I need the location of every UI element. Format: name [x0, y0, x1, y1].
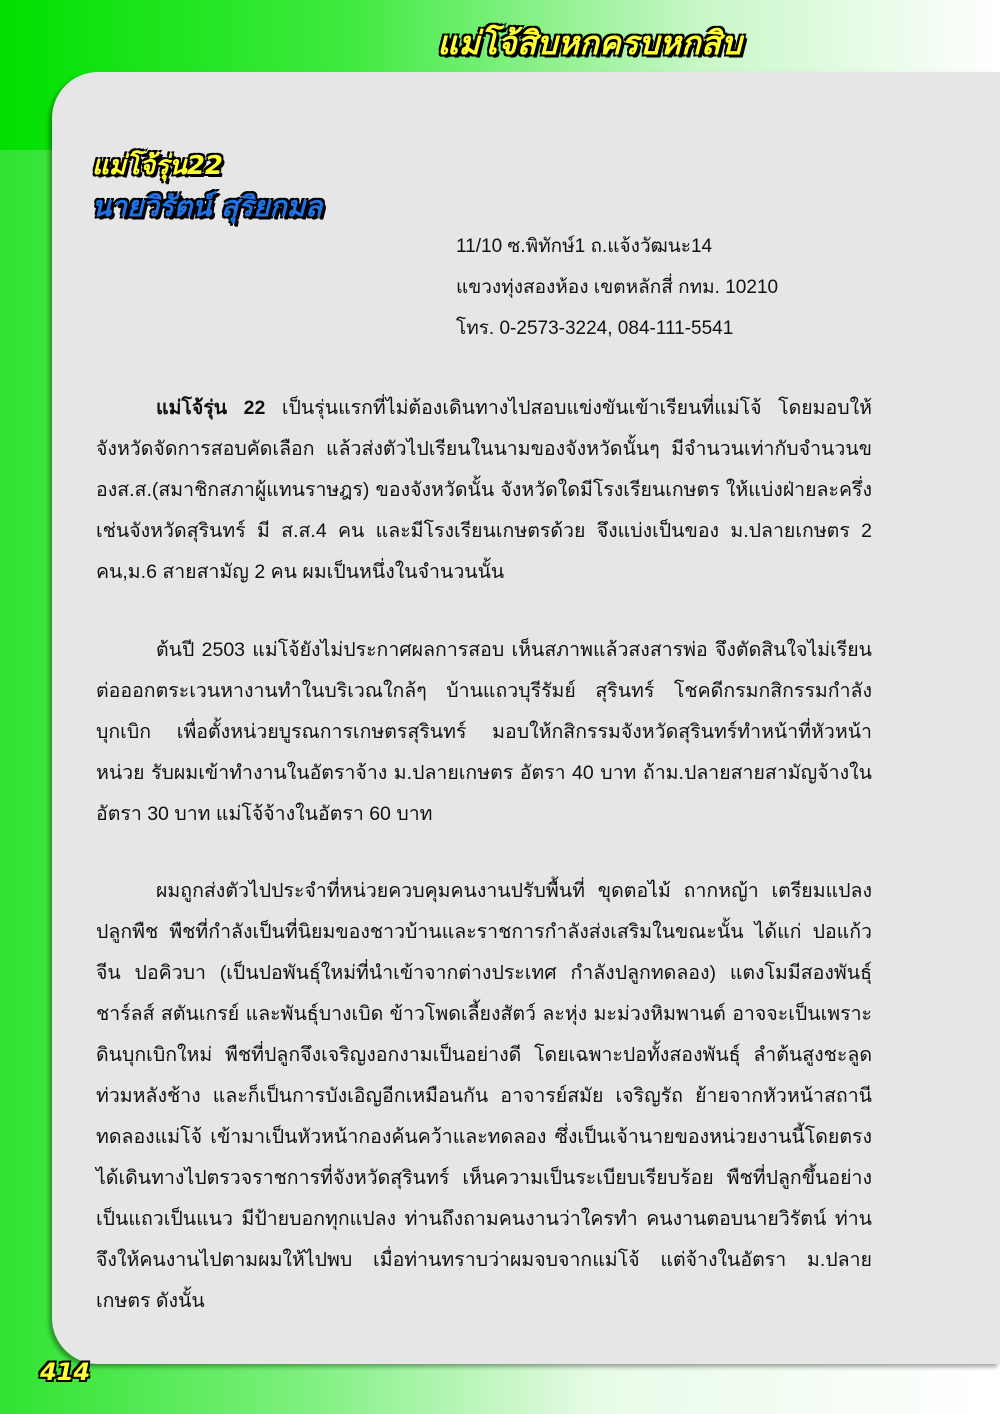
body-paragraph-3: ผมถูกส่งตัวไปประจำที่หน่วยควบคุมคนงานปรับพื้นที่ ขุดตอไม้ ถากหญ้า เตรียมแปลงปลูกพืช พืชที่กำลังเป็นที่นิยมของชาวบ้านและราชการกำลังส่งเสริมในขณะนั้น ได้แก่ ปอแก้วจีน ปอคิวบา (เป็นปอพันธุ์ใหม่ที่นำเข้าจากต่างประเทศ กำลังปลูกทดลอง) แตงโมมีสองพันธุ์ ชาร์ลส์ สตันเกรย์ และพันธุ์บางเบิด ข้าวโพดเลี้ยงสัตว์ ละหุ่ง มะม่วงหิมพานต์ อาจจะเป็นเพราะดินบุกเบิกใหม่ พืชที่ปลูกจึงเจริญงอกงามเป็นอย่างดี โดยเฉพาะปอทั้งสองพันธุ์ ลำต้นสูงชะลูด ท่วมหลังช้าง และก็เป็นการบังเอิญอีกเหมือนกัน อาจารย์สมัย เจริญรัถ ย้ายจากหัวหน้าสถานีทดลองแม่โจ้ เข้ามาเป็นหัวหน้ากองค้นคว้าและทดลอง ซึ่งเป็นเจ้านายของหน่วยงานนี้โดยตรง ได้เดินทางไปตรวจราชการที่จังหวัดสุรินทร์ เห็นความเป็นระเบียบเรียบร้อย พืชที่ปลูกขึ้นอย่างเป็นแถวเป็นแนว มีป้ายบอกทุกแปลง ท่านถึงถามคนงานว่าใครทำ คนงานตอบนายวิรัตน์ ท่านจึงให้คนงานไปตามผมให้ไปพบ เมื่อท่านทราบว่าผมจบจากแม่โจ้ แต่จ้างในอัตรา ม.ปลายเกษตร ดังนั้น: [96, 880, 872, 1312]
address-line-2: แขวงทุ่งสองห้อง เขตหลักสี่ กทม. 10210: [456, 277, 779, 298]
page-number: 414: [40, 1358, 91, 1386]
body-paragraph-2: ต้นปี 2503 แม่โจ้ยังไม่ประกาศผลการสอบ เห็นสภาพแล้วสงสารพ่อ จึงตัดสินใจไม่เรียนต่อออกตระเวนหางานทำในบริเวณใกล้ๆ บ้านแถวบุรีรัมย์ สุรินทร์ โชคดีกรมกสิกรรมกำลังบุกเบิก เพื่อตั้งหน่วยบูรณการเกษตรสุรินทร์ มอบให้กสิกรรมจังหวัดสุรินทร์ทำหน้าที่หัวหน้าหน่วย รับผมเข้าทำงานในอัตราจ้าง ม.ปลายเกษตร อัตรา 40 บาท ถ้าม.ปลายสายสามัญจ้างในอัตรา 30 บาท แม่โจ้จ้างในอัตรา 60 บาท: [96, 639, 872, 825]
paragraph-lead-bold: แม่โจ้รุ่น 22: [156, 397, 266, 419]
author-rank: แม่โจ้รุ่น22: [92, 151, 224, 181]
author-name: นายวิรัตน์ สุริยกมล: [92, 190, 323, 223]
paragraph-1-text: เป็นรุ่นแรกที่ไม่ต้องเดินทางไปสอบแข่งขันเข้าเรียนที่แม่โจ้ โดยมอบให้จังหวัดจัดการสอบคัดเลือก แล้วส่งตัวไปเรียนในนามของจังหวัดนั้นๆ มีจำนวนเท่ากับจำนวนของส.ส.(สมาชิกสภาผู้แทนราษฎร) ของจังหวัดนั้น จังหวัดใดมีโรงเรียนเกษตร ให้แบ่งฝ่ายละครึ่ง เช่นจังหวัดสุรินทร์ มี ส.ส.4 คน และมีโรงเรียนเกษตรด้วย จึงแบ่งเป็นของ ม.ปลายเกษตร 2 คน,ม.6 สายสามัญ 2 คน ผมเป็นหนึ่งในจำนวนนั้น: [96, 397, 872, 583]
address-line-1: 11/10 ซ.พิทักษ์1 ถ.แจ้งวัฒนะ14: [456, 236, 713, 257]
body-paragraph-1: [96, 388, 872, 593]
author-address: [456, 226, 778, 349]
address-phone: โทร. 0-2573-3224, 084-111-5541: [456, 318, 734, 339]
page-header-title: แม่โจ้สิบหกครบหกสิบ: [437, 24, 742, 62]
